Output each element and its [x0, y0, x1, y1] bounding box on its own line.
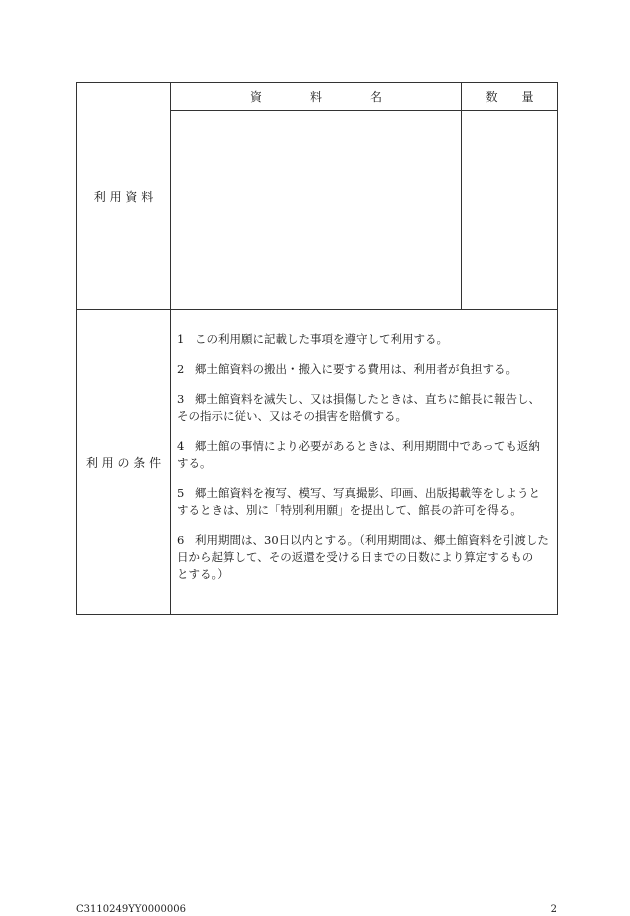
quantity-header: 数 量 — [462, 83, 558, 111]
condition-number: 6 — [177, 532, 185, 547]
usage-materials-label-cell — [77, 83, 171, 310]
condition-number: 2 — [177, 361, 185, 376]
material-name-header: 資 料 名 — [171, 83, 462, 111]
conditions-label: 利 用 の 条 件 — [85, 455, 162, 470]
condition-number: 5 — [177, 485, 185, 500]
condition-number: 1 — [177, 331, 185, 346]
usage-materials-label: 利 用 資 料 — [93, 189, 154, 204]
condition-item — [177, 485, 553, 519]
condition-text: この利用願に記載した事項を遵守して利用する。 — [195, 331, 448, 346]
condition-text: 郷土館資料を複写、模写、写真撮影、印画、出版掲載等をしようと するときは、別に「特別利用願」を提出して、館長の許可を得る。 — [177, 485, 540, 517]
condition-item — [177, 361, 553, 378]
condition-number: 3 — [177, 391, 185, 406]
condition-text: 郷土館の事情により必要があるときは、利用期間中であっても返納 する。 — [177, 438, 540, 470]
conditions-label-cell — [77, 310, 171, 615]
condition-number: 4 — [177, 438, 185, 453]
condition-item — [177, 331, 553, 348]
condition-text: 郷土館資料を滅失し、又は損傷したときは、直ちに館長に報告し、 その指示に従い、又はその損害を賠償する。 — [177, 391, 540, 423]
condition-text: 利用期間は、30日以内とする。（利用期間は、郷土館資料を引渡した 日から起算して、その返還を受ける日までの日数により算定するもの とする。） — [177, 532, 549, 581]
quantity-field[interactable] — [462, 111, 558, 310]
condition-item — [177, 391, 553, 425]
condition-item — [177, 532, 553, 583]
material-name-field[interactable] — [171, 111, 462, 310]
document-code: C3110249YY0000006 — [76, 904, 186, 915]
condition-item — [177, 438, 553, 472]
page-number: 2 — [550, 904, 557, 915]
usage-application-table — [76, 82, 558, 615]
conditions-list — [171, 310, 558, 615]
condition-text: 郷土館資料の搬出・搬入に要する費用は、利用者が負担する。 — [195, 361, 517, 376]
